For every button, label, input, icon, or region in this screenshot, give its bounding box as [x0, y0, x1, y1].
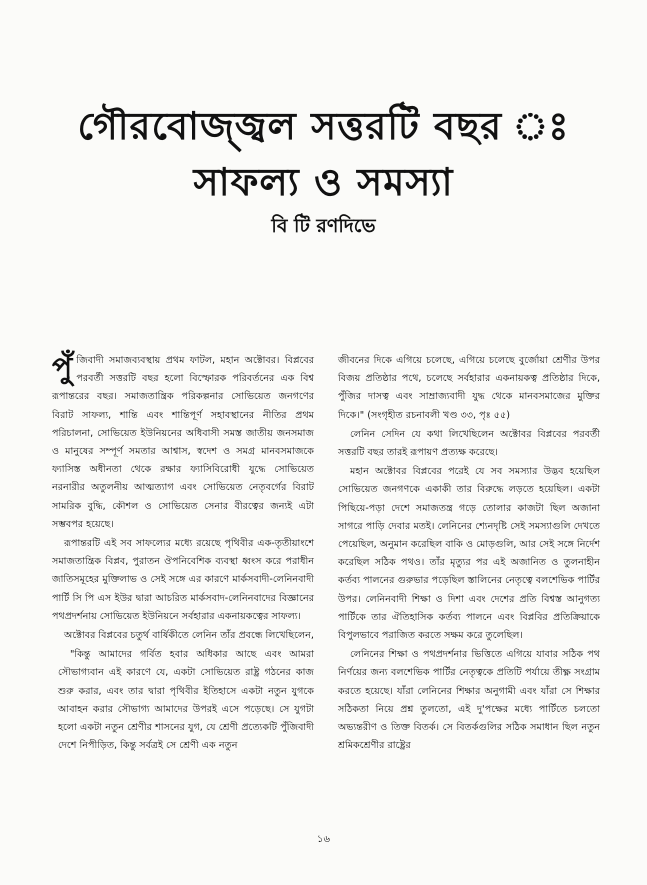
drop-cap: পুঁ	[52, 351, 73, 386]
article-title-line-2: সাফল্য ও সমস্যা	[193, 160, 454, 204]
page-number: ১৬	[317, 834, 330, 845]
left-quote-paragraph: "কিন্তু আমাদের গর্বিত হবার অধিকার আছে এবং আমরা সৌভাগ্যবান এই কারণে যে, একটা সোভিয়েত রাষ্ট্র গঠনের কাজ শুরু করার, এবং তার দ্বারা পৃথিবীর ইতিহাসে একটা নতুন যুগকে আবাহন করার সৌভাগ্য আমাদের উপরই এসে পড়েছে। সে যুগটা হলো একটা নতুন শ্রেণীর শাসনের যুগ, যে শ্রেণী প্রত্যেকটি পুঁজিবাদী দেশে নিপীড়িত, কিন্তু সর্বত্রই সে শ্রেণী এক নতুন	[58, 649, 314, 752]
article-author: বি টি রণদিভে	[271, 215, 376, 237]
left-paragraph-3: অক্টোবর বিপ্লবের চতুর্থ বার্ষিকীতে লেনিন তাঁর প্রবন্ধে লিখেছিলেন,	[64, 630, 314, 642]
left-column	[52, 352, 314, 756]
right-paragraph-1: জীবনের দিকে এগিয়ে চলেছে, এগিয়ে চলেছে বুর্জোয়া শ্রেণীর উপর বিজয় প্রতিষ্ঠার পথে, চলেছে সর্বহারার একনায়কত্ব প্রতিষ্ঠার দিকে, পুঁজির দাসত্ব এবং সাম্রাজ্যবাদী যুদ্ধ থেকে মানবসমাজের মুক্তির দিকে।" (সংগৃহীত রচনাবলী খণ্ড ৩৩, পৃঃ ৫৫)	[338, 355, 600, 421]
article-title-line-1: গৌরবোজ্জ্বল সত্তরটি বছর ঃ	[77, 104, 570, 148]
left-paragraph-2: রূপান্তরটি এই সব সাফল্যের মধ্যে রয়েছে পৃথিবীর এক-তৃতীয়াংশে সমাজতান্ত্রিক বিপ্লব, পুরাতন ঔপনিবেশিক ব্যবস্থা ধ্বংস করে পরাধীন জাতিসমূহের মুক্তিলাভ ও সেই সঙ্গে এর কারণে মার্কসবাদী-লেনিনবাদী পার্টি সি পি এস ইউর দ্বারা আচরিত মার্কসবাদ-লেনিনবাদের বিজ্ঞানের পথপ্রদর্শনায় সোভিয়েত ইউনিয়নে সর্বহারার একনায়কত্বের সাফল্য।	[52, 538, 314, 622]
right-paragraph-3: মহান অক্টোবর বিপ্লবের পরেই যে সব সমস্যার উদ্ভব হয়েছিল সোভিয়েত জনগণকে একাকী তার বিরুদ্ধে লড়তে হয়েছিল। একটা পিছিয়ে-পড়া দেশে সমাজতন্ত্র গড়ে তোলার কাজটা ছিল অজানা সাগরে পাড়ি দেবার মতই। লেনিনের শ্যেনদৃষ্টি সেই সমস্যাগুলি দেখতে পেয়েছিল, অনুমান করেছিল বাকি ও মোড়গুলি, আর সেই সঙ্গে নির্দেশ করেছিল সঠিক পথও। তাঁর মৃত্যুর পর এই অজানিত ও তুলনাহীন কর্তব্য পালনের গুরুভার পড়েছিল স্তালিনের নেতৃত্বে বলশেভিক পার্টির উপর। লেনিনবাদী শিক্ষা ও দিশা এবং দেশের প্রতি বিশ্বস্ত আনুগত্য পার্টিকে তার ঐতিহাসিক কর্তব্য পালনে এবং বিপ্লবির প্রতিক্রিয়াকে বিপুলভাবে পরাজিত করতে সক্ষম করে তুলেছিল।	[338, 466, 600, 642]
right-column	[338, 352, 600, 756]
right-paragraph-2: লেনিন সেদিন যে কথা লিখেছিলেন অক্টোবর বিপ্লবের পরবর্তী সত্তরটি বছর তারই রূপায়ণ প্রত্যক্ষ করেছে।	[338, 428, 600, 459]
left-paragraph-1	[52, 352, 314, 534]
right-paragraph-4: লেনিনের শিক্ষা ও পথপ্রদর্শনার ভিত্তিতে এগিয়ে যাবার সঠিক পথ নির্ণয়ের জন্য বলশেভিক পার্টির নেতৃত্বকে প্রতিটি পর্যায়ে তীক্ষ্ণ সংগ্রাম করতে হয়েছে। যাঁরা লেনিনের শিক্ষার অনুগামী এবং যাঁরা সে শিক্ষার সঠিকতা নিয়ে প্রশ্ন তুলতো, এই দু'পক্ষের মধ্যে পার্টিতে চলতো অভ্যন্তরীণ ও তিক্ত বিতর্ক। সে বিতর্কগুলির সঠিক সমাধান ছিল নতুন শ্রমিকশ্রেণীর রাষ্ট্রের	[338, 649, 600, 752]
left-paragraph-1-text: জিবাদী সমাজব্যবস্থায় প্রথম ফাটল, মহান অক্টোবর। বিপ্লবের পরবর্তী সত্তরটি বছর হলো বিস্ফোরক পরিবর্তনের এক বিশ্ব রূপান্তরের বছর। সমাজতান্ত্রিক পরিকল্পনার সোভিয়েত জনগণের বিরাট সাফল্য, শান্তি এবং শান্তিপূর্ণ সহাবস্থানের নীতির প্রথম পরিচালনা, সোভিয়েত ইউনিয়নের অধিবাসী সমস্ত জাতীয় জনসমাজ ও মানুষের সম্পূর্ণ সমতার আশ্বাস, স্বদেশ ও সমগ্র মানবসমাজকে ফ্যাসিস্ত অধীনতা থেকে রক্ষার ফ্যাসিবিরোধী যুদ্ধে সোভিয়েত নরনারীর অতুলনীয় আত্মত্যাগ এবং সোভিয়েত নেতৃবর্গের বিরাট সামরিক বুদ্ধি, কৌশল ও সোভিয়েত সেনার বীরত্বের জন্যই এটা সম্ভবপর হয়েছে।	[52, 355, 314, 530]
